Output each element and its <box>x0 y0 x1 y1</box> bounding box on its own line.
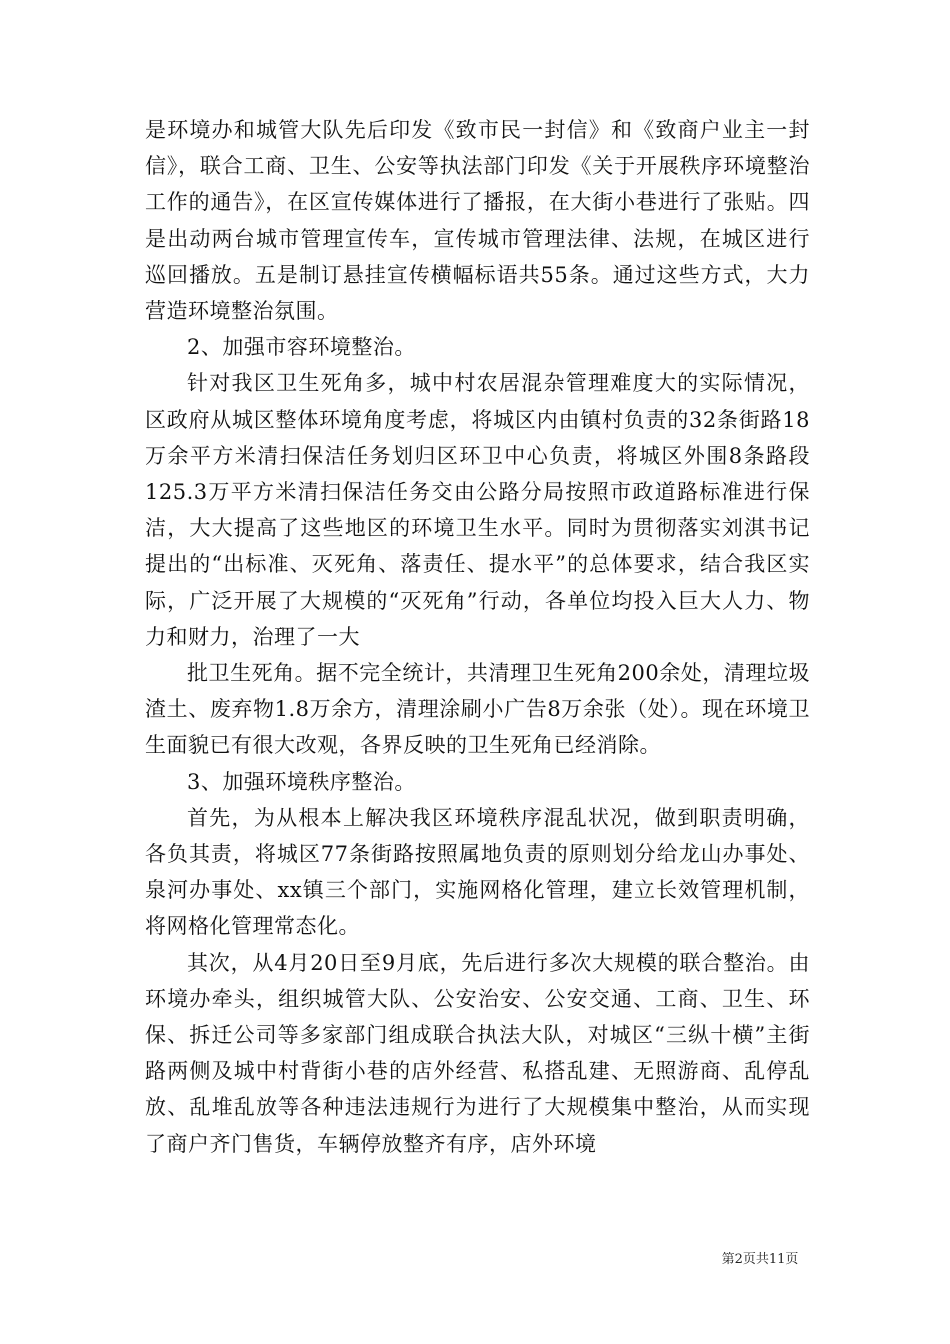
paragraph-3: 针对我区卫生死角多，城中村农居混杂管理难度大的实际情况，区政府从城区整体环境角度考虑，将城区内由镇村负责的32条街路18万余平方米清扫保洁任务划归区环卫中心负责，将城区外围8条路段125.3万平方米清扫保洁任务交由公路分局按照市政道路标准进行保洁，大大提高了这些地区的环境卫生水平。同时为贯彻落实刘淇书记提出的“出标准、灭死角、落责任、提水平”的总体要求，结合我区实际，广泛开展了大规模的“灭死角”行动，各单位均投入巨大人力、物力和财力，治理了一大 <box>145 371 810 649</box>
paragraph-6: 首先，为从根本上解决我区环境秩序混乱状况，做到职责明确，各负其责，将城区77条街路按照属地负责的原则划分给龙山办事处、泉河办事处、xx镇三个部门，实施网格化管理，建立长效管理机制，将网格化管理常态化。 <box>145 805 810 939</box>
body-text <box>145 112 810 1162</box>
paragraph-2-heading: 2、加强市容环境整治。 <box>187 335 416 360</box>
paragraph-7: 其次，从4月20日至9月底，先后进行多次大规模的联合整治。由环境办牵头，组织城管大队、公安治安、公安交通、工商、卫生、环保、拆迁公司等多家部门组成联合执法大队，对城区“三纵十横”主街路两侧及城中村背街小巷的店外经营、私搭乱建、无照游商、乱停乱放、乱堆乱放等各种违法违规行为进行了大规模集中整治，从而实现了商户齐门售货，车辆停放整齐有序，店外环境 <box>145 950 810 1156</box>
page-number-footer: 第2页共11页 <box>721 1252 799 1267</box>
paragraph-1: 是环境办和城管大队先后印发《致市民一封信》和《致商户业主一封信》，联合工商、卫生、公安等执法部门印发《关于开展秩序环境整治工作的通告》，在区宣传媒体进行了播报，在大街小巷进行了张贴。四是出动两台城市管理宣传车，宣传城市管理法律、法规，在城区进行巡回播放。五是制订悬挂宣传横幅标语共55条。通过这些方式，大力营造环境整治氛围。 <box>145 118 810 324</box>
paragraph-5-heading: 3、加强环境秩序整治。 <box>187 769 416 794</box>
paragraph-4: 批卫生死角。据不完全统计，共清理卫生死角200余处，清理垃圾渣土、废弃物1.8万余方，清理涂刷小广告8万余张（处）。现在环境卫生面貌已有很大改观，各界反映的卫生死角已经消除。 <box>145 661 810 758</box>
